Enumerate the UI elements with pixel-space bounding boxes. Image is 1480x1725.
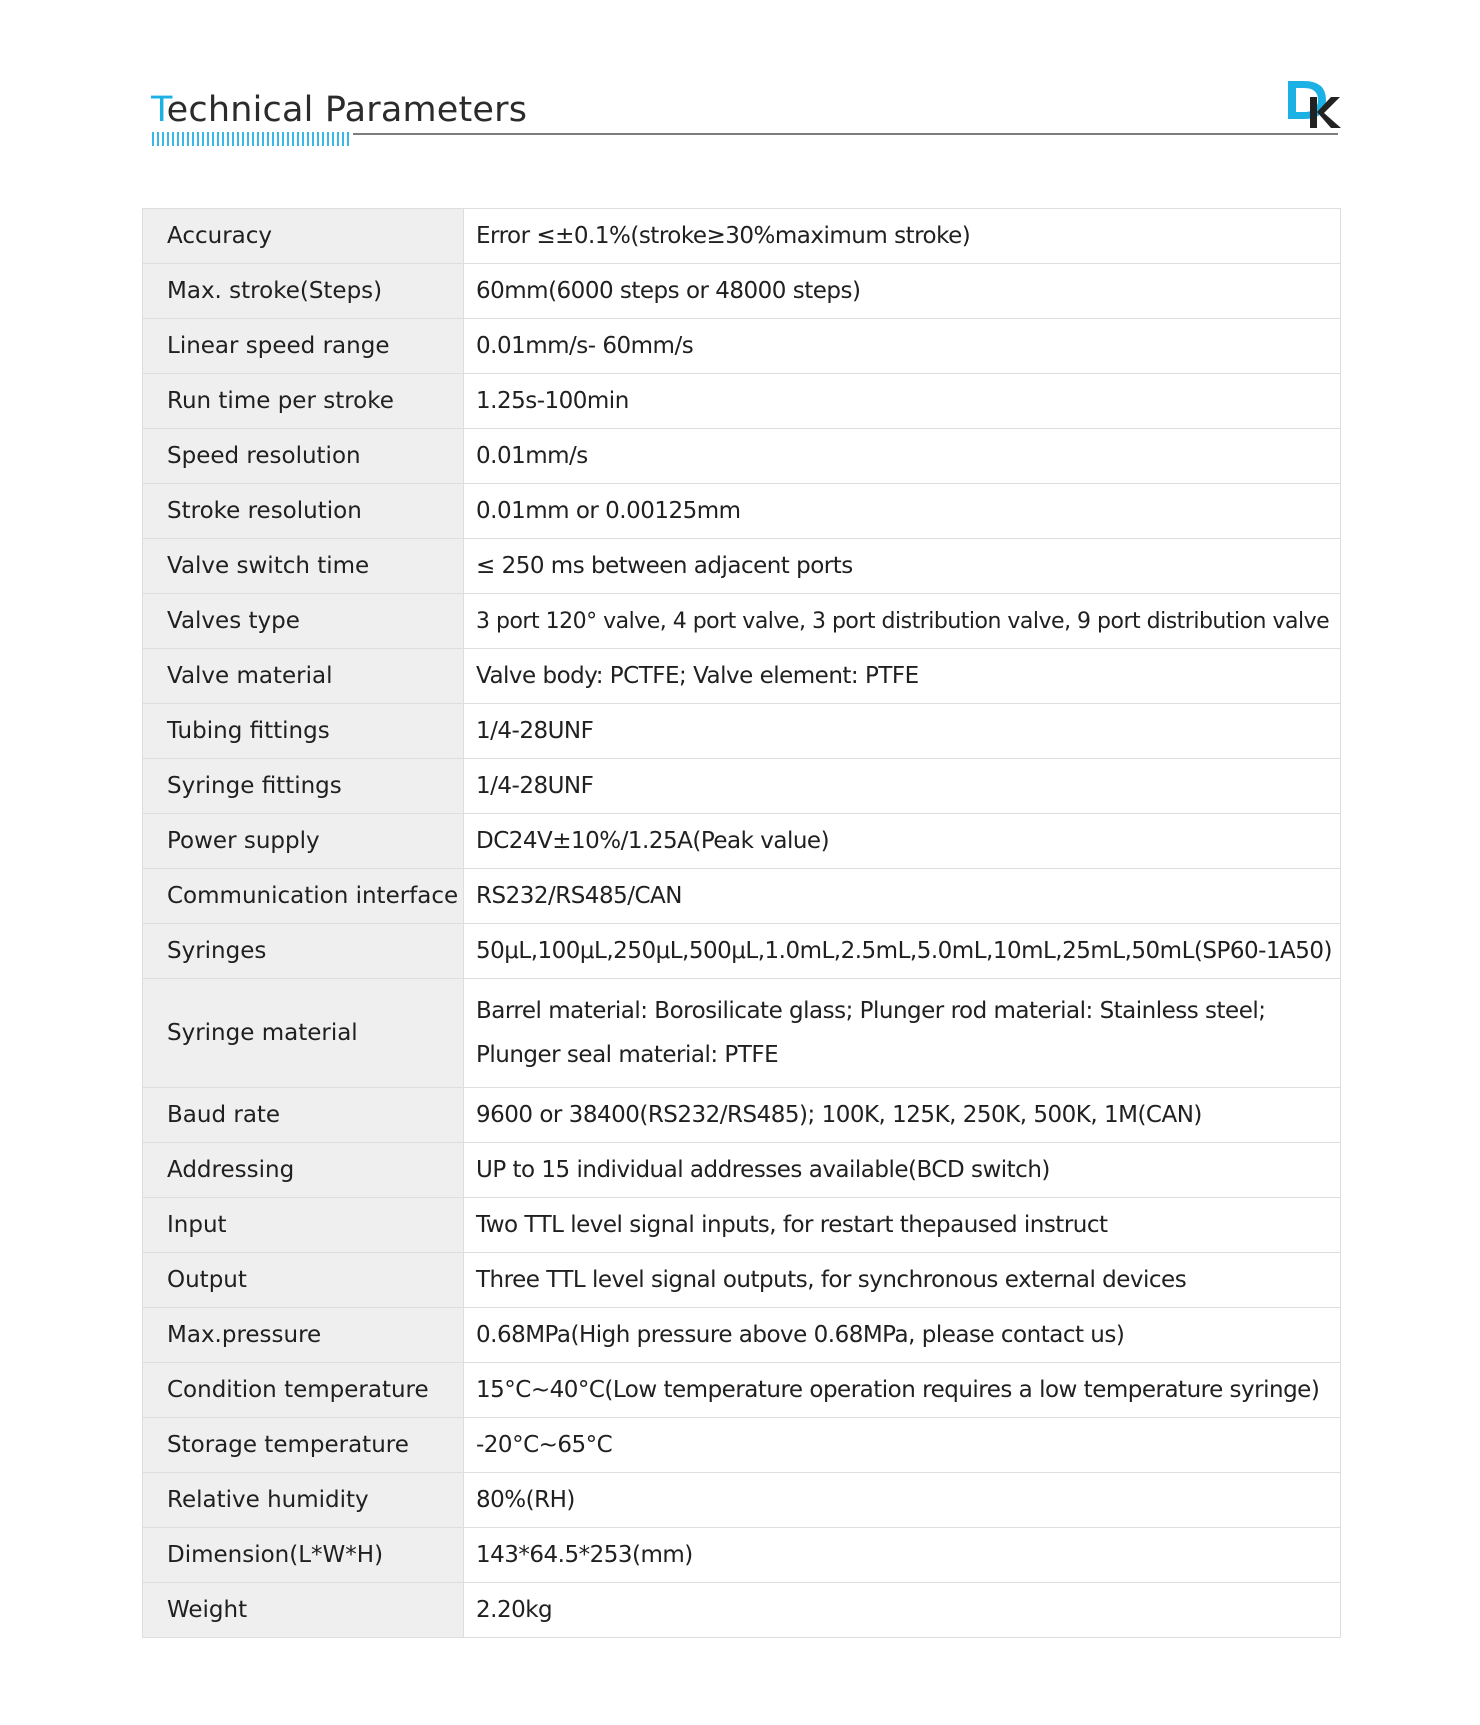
param-value: 0.01mm/s- 60mm/s [464,319,1341,374]
table-row [143,429,1341,484]
param-label: Valves type [143,594,464,649]
table-row [143,484,1341,539]
param-label: Dimension(L*W*H) [143,1528,464,1583]
param-label: Communication interface [143,869,464,924]
param-label: Baud rate [143,1088,464,1143]
param-label: Relative humidity [143,1473,464,1528]
param-value: 9600 or 38400(RS232/RS485); 100K, 125K, 250K, 500K, 1M(CAN) [464,1088,1341,1143]
param-label: Input [143,1198,464,1253]
param-value: 3 port 120° valve, 4 port valve, 3 port distribution valve, 9 port distribution valve [464,594,1341,649]
param-label: Speed resolution [143,429,464,484]
param-value: 80%(RH) [464,1473,1341,1528]
table-row [143,1473,1341,1528]
table-row [143,704,1341,759]
param-value: 2.20kg [464,1583,1341,1638]
table-row [143,1528,1341,1583]
param-label: Power supply [143,814,464,869]
param-label: Run time per stroke [143,374,464,429]
param-value: Barrel material: Borosilicate glass; Plunger rod material: Stainless steel; Plunger seal material: PTFE [464,979,1341,1088]
dk-logo [1286,79,1342,129]
table-row [143,924,1341,979]
table-row [143,1418,1341,1473]
table-row [143,539,1341,594]
param-label: Syringe fittings [143,759,464,814]
table-row [143,1198,1341,1253]
table-row [143,869,1341,924]
param-value: Valve body: PCTFE; Valve element: PTFE [464,649,1341,704]
table-row [143,319,1341,374]
table-row [143,374,1341,429]
table-row [143,1088,1341,1143]
table-row [143,759,1341,814]
table-row [143,1253,1341,1308]
page-title [151,88,527,132]
page-header [150,88,1338,148]
param-label: Stroke resolution [143,484,464,539]
title-rest: echnical Parameters [166,90,528,130]
param-label: Syringes [143,924,464,979]
table-row [143,209,1341,264]
param-label: Weight [143,1583,464,1638]
param-value: 1/4-28UNF [464,704,1341,759]
param-value: RS232/RS485/CAN [464,869,1341,924]
param-value: 15°C~40°C(Low temperature operation requires a low temperature syringe) [464,1363,1341,1418]
table-row [143,814,1341,869]
param-label: Valve material [143,649,464,704]
table-row [143,264,1341,319]
param-value: Error ≤±0.1%(stroke≥30%maximum stroke) [464,209,1341,264]
table-row [143,649,1341,704]
table-row [143,1308,1341,1363]
param-label: Condition temperature [143,1363,464,1418]
table-row [143,1143,1341,1198]
param-value: UP to 15 individual addresses available(BCD switch) [464,1143,1341,1198]
param-value: 143*64.5*253(mm) [464,1528,1341,1583]
param-label: Max.pressure [143,1308,464,1363]
table-row [143,594,1341,649]
title-first-letter: T [151,90,167,130]
param-label: Valve switch time [143,539,464,594]
param-value: 1/4-28UNF [464,759,1341,814]
param-value: DC24V±10%/1.25A(Peak value) [464,814,1341,869]
param-label: Addressing [143,1143,464,1198]
table-row [143,979,1341,1088]
param-value: Three TTL level signal outputs, for synchronous external devices [464,1253,1341,1308]
param-value: 1.25s-100min [464,374,1341,429]
table-row [143,1583,1341,1638]
param-label: Storage temperature [143,1418,464,1473]
title-underline-rule [353,133,1338,135]
param-value: ≤ 250 ms between adjacent ports [464,539,1341,594]
param-value: Two TTL level signal inputs, for restart thepaused instruct [464,1198,1341,1253]
table-row [143,1363,1341,1418]
param-value: 0.68MPa(High pressure above 0.68MPa, please contact us) [464,1308,1341,1363]
param-label: Output [143,1253,464,1308]
param-label: Tubing fittings [143,704,464,759]
param-value: -20°C~65°C [464,1418,1341,1473]
param-value: 0.01mm/s [464,429,1341,484]
technical-parameters-table [142,208,1341,1638]
param-label: Max. stroke(Steps) [143,264,464,319]
param-label: Linear speed range [143,319,464,374]
param-label: Accuracy [143,209,464,264]
param-label: Syringe material [143,979,464,1088]
param-value: 50μL,100μL,250μL,500μL,1.0mL,2.5mL,5.0mL,10mL,25mL,50mL(SP60-1A50) [464,924,1341,979]
param-value: 0.01mm or 0.00125mm [464,484,1341,539]
title-tick-decoration [152,132,350,146]
param-value: 60mm(6000 steps or 48000 steps) [464,264,1341,319]
